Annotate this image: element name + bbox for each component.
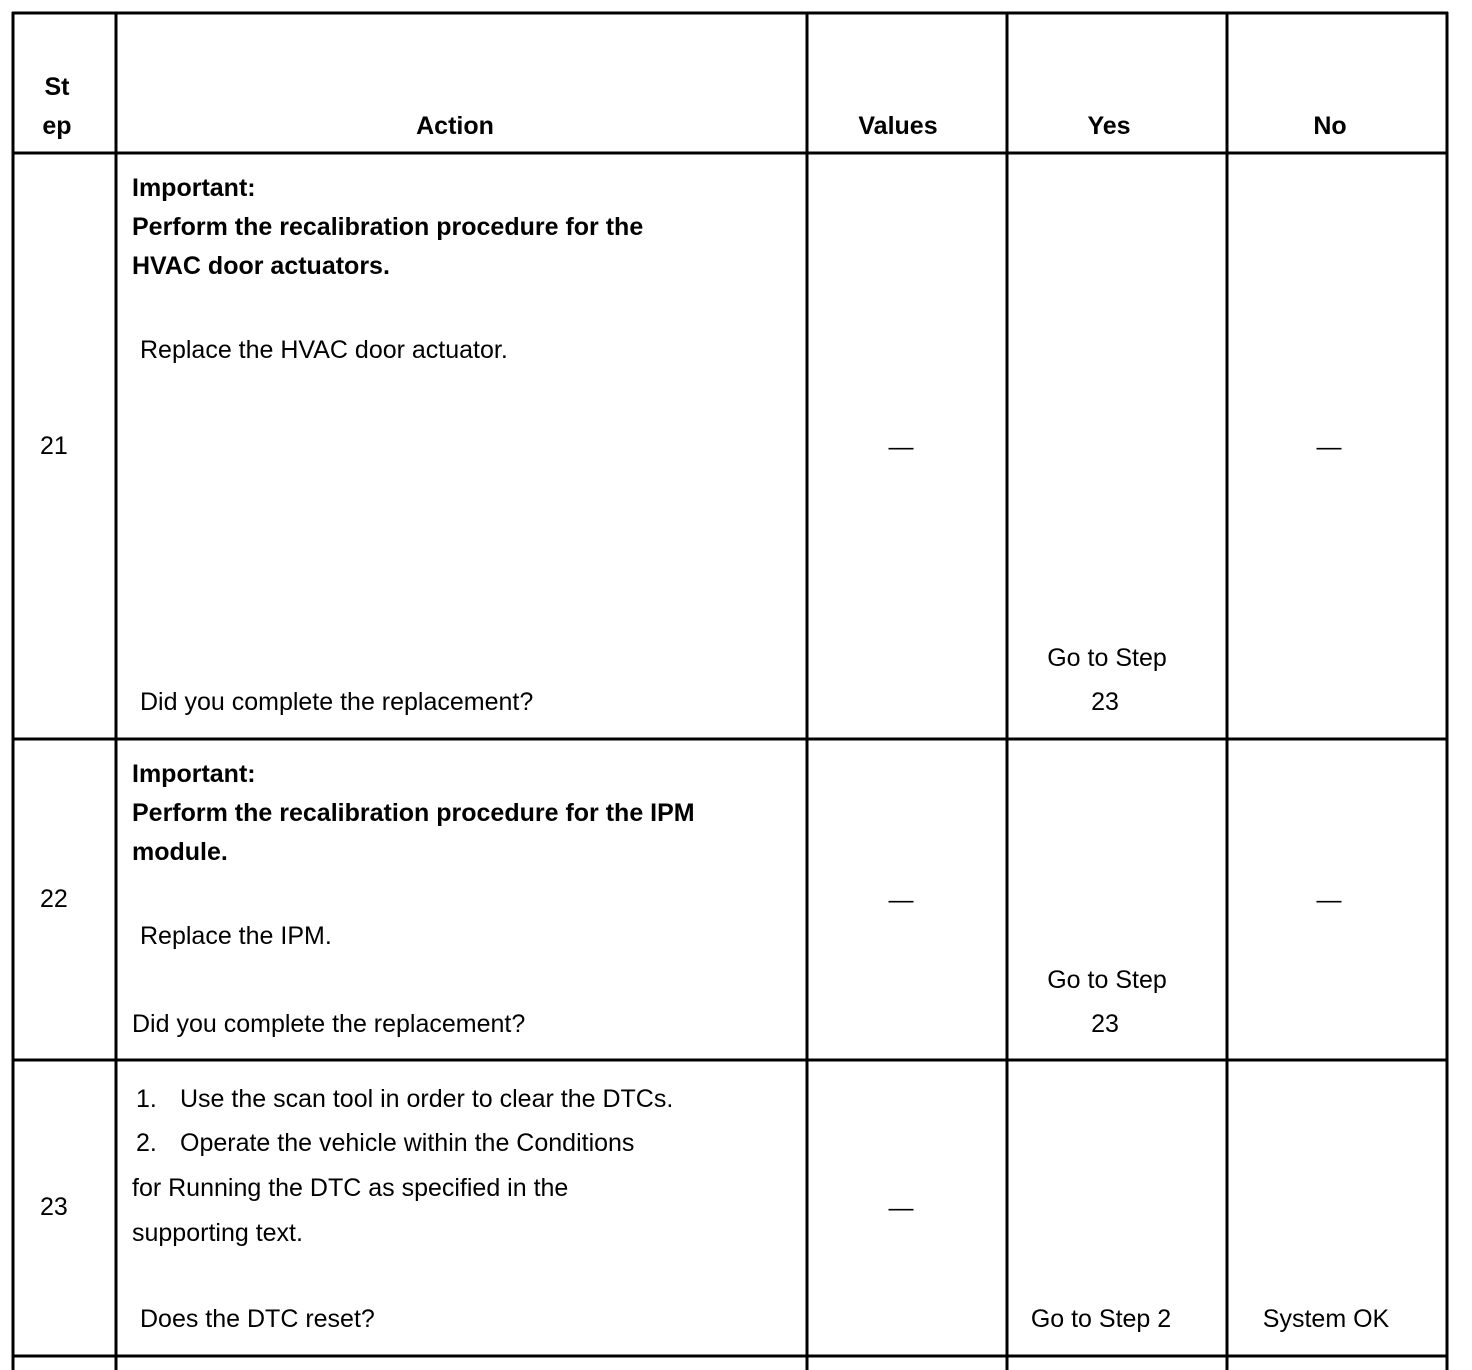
header-step-line2: ep xyxy=(42,112,72,140)
step-number: 21 xyxy=(40,432,68,460)
yes-cell-line1: Go to Step xyxy=(1047,966,1167,994)
important-text: module. xyxy=(132,838,228,866)
no-cell: — xyxy=(1316,886,1342,914)
values-cell: — xyxy=(888,886,914,914)
list-item-text: Operate the vehicle within the Conditions xyxy=(180,1129,635,1157)
yes-cell-line1: Go to Step xyxy=(1047,644,1167,672)
yes-cell-line2: 23 xyxy=(1091,688,1119,716)
list-item-text: Use the scan tool in order to clear the DTCs. xyxy=(180,1085,674,1113)
values-cell: — xyxy=(888,433,914,461)
important-text: Perform the recalibration procedure for the IPM xyxy=(132,799,695,827)
important-label: Important: xyxy=(132,760,256,788)
no-cell: System OK xyxy=(1262,1305,1390,1333)
header-action: Action xyxy=(416,112,494,140)
important-label: Important: xyxy=(132,174,256,202)
yes-cell-line2: 23 xyxy=(1091,1010,1119,1038)
question-text: Did you complete the replacement? xyxy=(132,1010,526,1038)
header-values: Values xyxy=(858,112,938,140)
question-text: Did you complete the replacement? xyxy=(140,688,534,716)
question-text: Does the DTC reset? xyxy=(140,1305,375,1333)
step-number: 22 xyxy=(40,885,68,913)
continuation-text: for Running the DTC as specified in the xyxy=(132,1174,569,1202)
no-cell: — xyxy=(1316,433,1342,461)
instruction-text: Replace the HVAC door actuator. xyxy=(140,336,508,364)
continuation-text: supporting text. xyxy=(132,1219,303,1247)
step-number: 23 xyxy=(40,1193,68,1221)
list-item-number: 2. xyxy=(136,1129,157,1157)
important-text: HVAC door actuators. xyxy=(132,252,390,280)
header-no: No xyxy=(1313,112,1347,140)
list-item-number: 1. xyxy=(136,1085,157,1113)
header-step-line1: St xyxy=(44,73,70,101)
instruction-text: Replace the IPM. xyxy=(140,922,332,950)
yes-cell: Go to Step 2 xyxy=(1030,1305,1172,1333)
header-yes: Yes xyxy=(1087,112,1131,140)
important-text: Perform the recalibration procedure for the xyxy=(132,213,644,241)
values-cell: — xyxy=(888,1194,914,1222)
